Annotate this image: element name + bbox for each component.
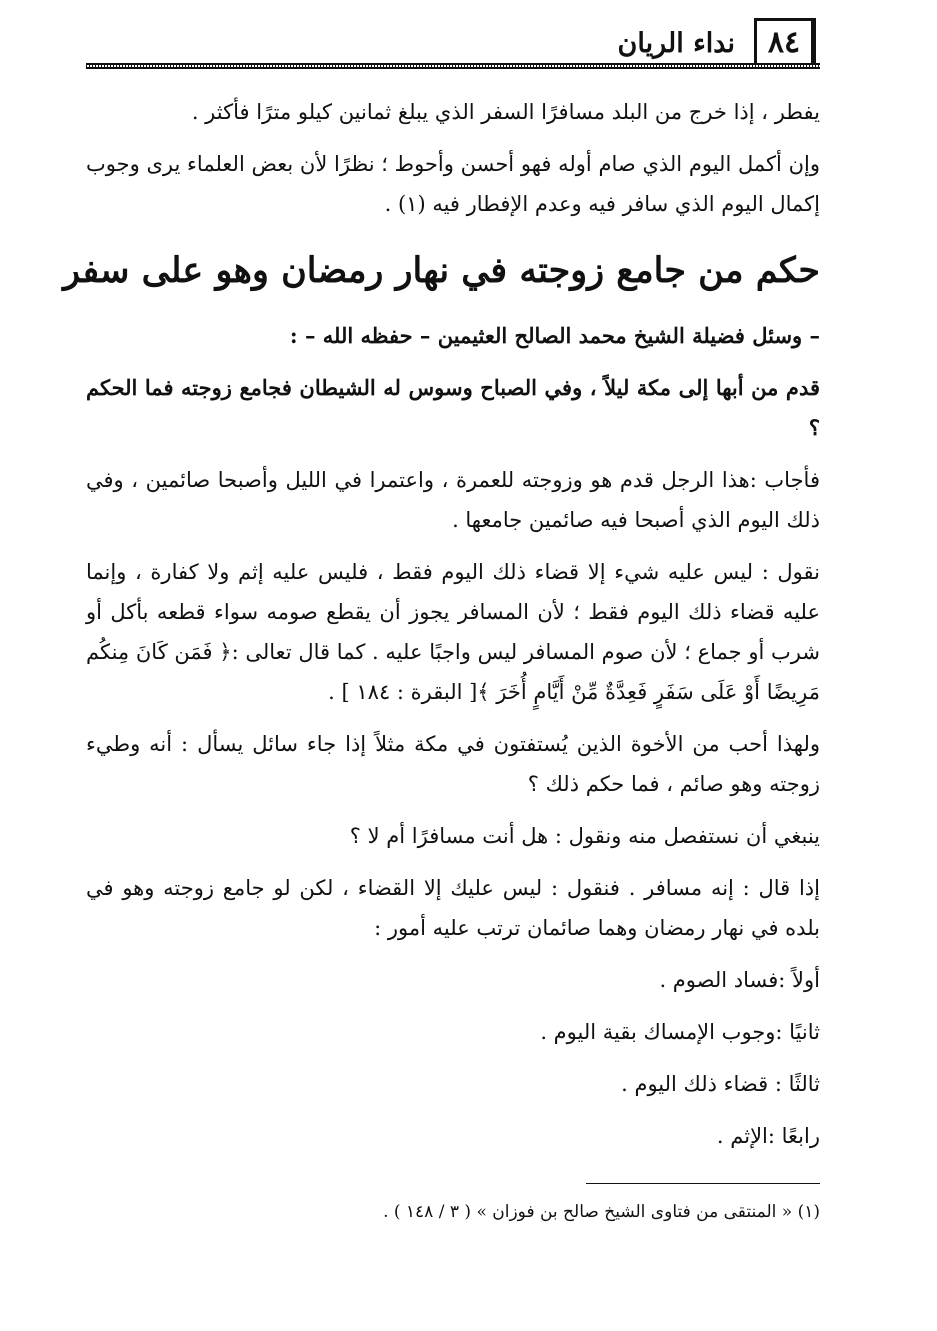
page-number-box bbox=[754, 18, 816, 64]
header-rule bbox=[86, 63, 820, 69]
paragraph-6: إذا قال : إنه مسافر . فنقول : ليس عليك إلا القضاء ، لكن لو جامع زوجته وهو في بلده في نهار رمضان وهما صائمان ترتب عليه أمور : bbox=[86, 876, 820, 940]
page-body bbox=[63, 92, 820, 1156]
footnote: (١) « المنتقى من فتاوى الشيخ صالح بن فوزان » ( ٣ / ١٤٨ ) . bbox=[383, 1202, 820, 1222]
answer: فأجاب :هذا الرجل قدم هو وزوجته للعمرة ، واعتمرا في الليل وأصبحا صائمين ، وفي ذلك اليوم الذي أصبحا فيه صائمين جامعها . bbox=[86, 468, 820, 532]
list-item: ثالثًا : قضاء ذلك اليوم . bbox=[621, 1072, 820, 1096]
paragraph-1: يفطر ، إذا خرج من البلد مسافرًا السفر الذي يبلغ ثمانين كيلو مترًا فأكثر . bbox=[191, 100, 820, 124]
paragraph-5: ينبغي أن نستفصل منه ونقول : هل أنت مسافرًا أم لا ؟ bbox=[349, 824, 820, 848]
running-title: نداء الريان bbox=[617, 28, 735, 59]
question: قدم من أبها إلى مكة ليلاً ، وفي الصباح وسوس له الشيطان فجامع زوجته فما الحكم ؟ bbox=[86, 375, 820, 440]
qa-intro: – وسئل فضيلة الشيخ محمد الصالح العثيمين – حفظه الله – : bbox=[289, 323, 820, 348]
paragraph-4: ولهذا أحب من الأخوة الذين يُستفتون في مكة مثلاً إذا جاء سائل يسأل : أنه وطيء زوجته وهو صائم ، فما حكم ذلك ؟ bbox=[86, 732, 820, 796]
list-item: ثانيًا :وجوب الإمساك بقية اليوم . bbox=[540, 1020, 820, 1044]
page-number: ٨٤ bbox=[767, 25, 801, 60]
section-heading: حكم من جامع زوجته في نهار رمضان وهو على سفر bbox=[63, 250, 820, 291]
paragraph-2: وإن أكمل اليوم الذي صام أوله فهو أحسن وأحوط ؛ نظرًا لأن بعض العلماء يرى وجوب إكمال اليوم الذي سافر فيه وعدم الإفطار فيه (١) . bbox=[86, 152, 820, 216]
list-item: أولاً :فساد الصوم . bbox=[659, 968, 820, 992]
footnote-rule bbox=[586, 1183, 820, 1184]
list-item: رابعًا :الإثم . bbox=[716, 1124, 820, 1148]
paragraph-3: نقول : ليس عليه شيء إلا قضاء ذلك اليوم فقط ، فليس عليه إثم ولا كفارة ، وإنما عليه قضاء ذلك اليوم فقط ؛ لأن المسافر يجوز أن يقطع صومه سواء قطعه بأكل أو شرب أو جماع ؛ لأن صوم المسافر ليس واجبًا عليه . كما قال تعالى :﴿ فَمَن كَانَ مِنكُم مَرِيضًا أَوْ عَلَى سَفَرٍ فَعِدَّةٌ مِّنْ أَيَّامٍ أُخَرَ ﴾[ البقرة : ١٨٤ ] . bbox=[86, 560, 820, 704]
